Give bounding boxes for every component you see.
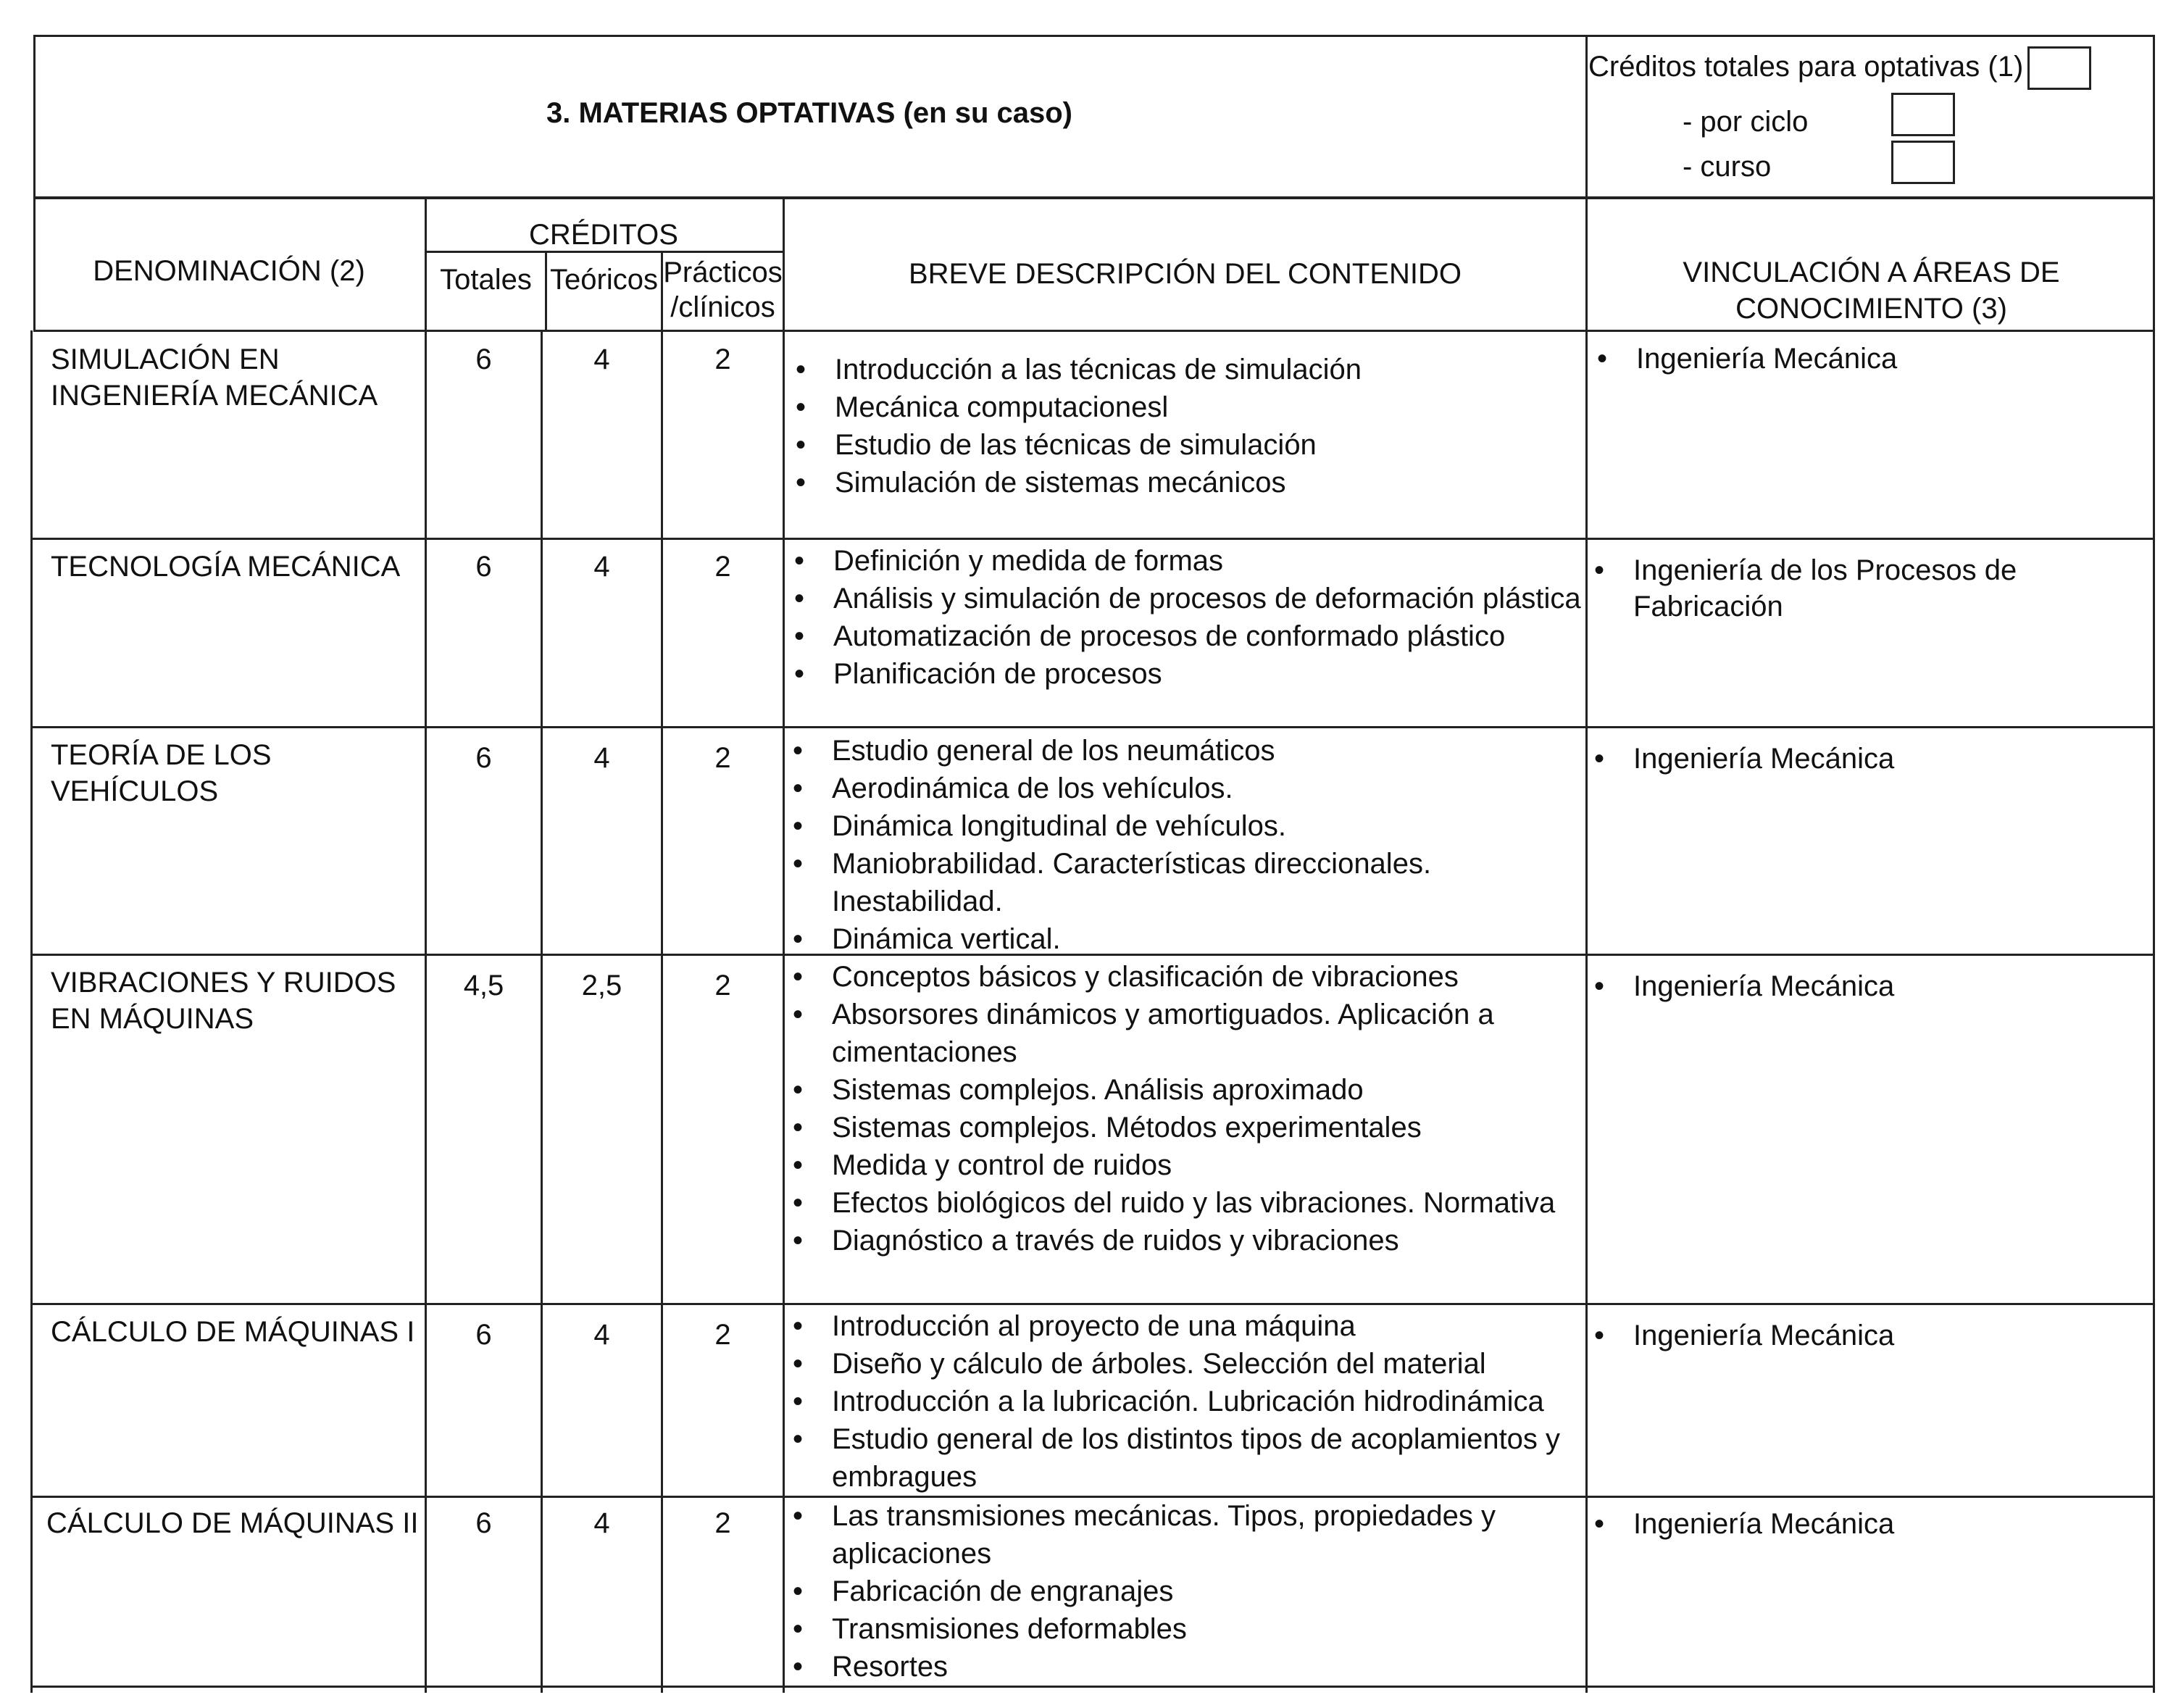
row-area bbox=[1591, 741, 1894, 777]
description-text: Absorsores dinámicos y amortiguados. Aplicación a cimentaciones bbox=[832, 999, 1494, 1068]
per-cycle-box[interactable] bbox=[1891, 93, 1955, 136]
description-item: • Simulación de sistemas mecánicos bbox=[793, 464, 1575, 501]
row-description-list bbox=[790, 1307, 1561, 1496]
row-practice: 2 bbox=[714, 1507, 731, 1539]
body-col-name-sep bbox=[425, 330, 427, 1693]
column-practice-header-1: Prácticos bbox=[663, 257, 783, 288]
description-text: Las transmisiones mecánicas. Tipos, propiedades y aplicaciones bbox=[832, 1500, 1496, 1570]
course-box[interactable] bbox=[1891, 141, 1955, 184]
row-theory: 4 bbox=[593, 1319, 610, 1351]
description-item: • Fabricación de engranajes bbox=[790, 1572, 1558, 1610]
row-description-list bbox=[791, 542, 1581, 693]
area-line: Fabricación bbox=[1633, 591, 1783, 622]
description-item: • Sistemas complejos. Análisis aproximado bbox=[790, 1071, 1558, 1109]
row-name-line: CÁLCULO DE MÁQUINAS II bbox=[46, 1507, 419, 1539]
description-item bbox=[790, 1497, 1527, 1572]
row-practice: 2 bbox=[714, 343, 731, 375]
body-col-credits-sep bbox=[783, 330, 785, 1693]
area-line: Ingeniería Mecánica bbox=[1633, 743, 1895, 775]
description-item: • Introducción a las técnicas de simulación bbox=[793, 351, 1575, 388]
credits-total-label: Créditos totales para optativas (1) bbox=[1588, 51, 2024, 83]
course-label: - curso bbox=[1683, 151, 1772, 183]
description-item: • Introducción al proyecto de una máquina bbox=[790, 1307, 1558, 1345]
description-item: • Medida y control de ruidos bbox=[790, 1146, 1558, 1184]
row-area bbox=[1591, 968, 1894, 1004]
row-theory: 4 bbox=[593, 343, 610, 375]
row-area bbox=[1591, 1506, 1894, 1542]
row-divider bbox=[30, 1686, 2155, 1688]
column-theory-header: Teóricos bbox=[550, 264, 658, 296]
description-item: • Diseño y cálculo de árboles. Selección del material bbox=[790, 1345, 1558, 1383]
area-line: • Ingeniería de los Procesos de bbox=[1633, 554, 2017, 586]
row-theory: 4 bbox=[593, 1507, 610, 1539]
row-totals: 6 bbox=[475, 1507, 492, 1539]
row-name-line: CÁLCULO DE MÁQUINAS I bbox=[51, 1316, 415, 1348]
row-practice: 2 bbox=[714, 970, 731, 1001]
column-areas-header-2: CONOCIMIENTO (3) bbox=[1735, 293, 2007, 325]
row-name-line: EN MÁQUINAS bbox=[51, 1003, 254, 1035]
description-item: • Aerodinámica de los vehículos. bbox=[790, 770, 1584, 807]
row-theory: 4 bbox=[593, 551, 610, 583]
row-name-line: INGENIERÍA MECÁNICA bbox=[51, 380, 378, 412]
row-totals: 4,5 bbox=[463, 970, 504, 1001]
area-line: Ingeniería Mecánica bbox=[1633, 970, 1895, 1002]
description-item: • Maniobrabilidad. Características direccionales. Inestabilidad. bbox=[790, 845, 1584, 920]
column-totals-header: Totales bbox=[440, 264, 532, 296]
description-item: • Dinámica vertical. bbox=[790, 920, 1584, 958]
description-item: • Conceptos básicos y clasificación de vibraciones bbox=[790, 958, 1558, 996]
description-item: • Mecánica computacionesl bbox=[793, 388, 1575, 426]
row-totals: 6 bbox=[475, 742, 492, 774]
description-item: • Automatización de procesos de conformado plástico bbox=[791, 617, 1581, 655]
row-area bbox=[1591, 552, 2017, 625]
row-description-list bbox=[790, 1497, 1558, 1686]
column-practice-header-2: /clínicos bbox=[670, 291, 775, 323]
row-description-list bbox=[790, 732, 1584, 958]
row-practice: 2 bbox=[714, 1319, 731, 1351]
description-item: • Resortes bbox=[790, 1648, 1558, 1686]
row-name-line: SIMULACIÓN EN bbox=[51, 343, 280, 375]
row-name-line: VEHÍCULOS bbox=[51, 775, 219, 807]
body-left-border bbox=[30, 330, 33, 1693]
section-title: 3. MATERIAS OPTATIVAS (en su caso) bbox=[546, 97, 1072, 129]
description-item: • Sistemas complejos. Métodos experimentales bbox=[790, 1109, 1558, 1146]
column-description-header: BREVE DESCRIPCIÓN DEL CONTENIDO bbox=[908, 258, 1462, 290]
row-theory: 4 bbox=[593, 742, 610, 774]
column-areas-header-1: VINCULACIÓN A ÁREAS DE bbox=[1683, 257, 2060, 288]
description-item: • Efectos biológicos del ruido y las vibraciones. Normativa bbox=[790, 1184, 1558, 1222]
description-item: • Diagnóstico a través de ruidos y vibraciones bbox=[790, 1222, 1558, 1259]
column-name-header: DENOMINACIÓN (2) bbox=[93, 255, 365, 287]
description-item: • Introducción a la lubricación. Lubricación hidrodinámica bbox=[790, 1383, 1558, 1420]
row-description-list bbox=[790, 958, 1558, 1259]
row-name-line: TEORÍA DE LOS bbox=[51, 739, 272, 771]
per-cycle-label: - por ciclo bbox=[1683, 106, 1809, 138]
row-name-line: VIBRACIONES Y RUIDOS bbox=[51, 967, 396, 999]
area-line: Ingeniería Mecánica bbox=[1633, 1320, 1895, 1351]
row-area bbox=[1594, 341, 1897, 377]
description-item: • Definición y medida de formas bbox=[791, 542, 1581, 580]
row-practice: 2 bbox=[714, 551, 731, 583]
row-divider bbox=[30, 726, 2155, 728]
row-divider bbox=[30, 1303, 2155, 1305]
row-practice: 2 bbox=[714, 742, 731, 774]
description-item: • Estudio general de los neumáticos bbox=[790, 732, 1584, 770]
credits-total-box[interactable] bbox=[2027, 46, 2091, 90]
area-line: Ingeniería Mecánica bbox=[1633, 1508, 1895, 1540]
body-right-border bbox=[2153, 330, 2155, 1693]
description-text: Estudio general de los distintos tipos de acoplamientos y embragues bbox=[832, 1423, 1561, 1493]
description-item: • Dinámica longitudinal de vehículos. bbox=[790, 807, 1584, 845]
description-item: • Análisis y simulación de procesos de deformación plástica bbox=[791, 580, 1581, 617]
description-item bbox=[790, 996, 1513, 1071]
row-name-line: TECNOLOGÍA MECÁNICA bbox=[51, 551, 401, 583]
row-area bbox=[1591, 1317, 1894, 1354]
row-theory: 2,5 bbox=[581, 970, 622, 1001]
row-totals: 6 bbox=[475, 1319, 492, 1351]
description-item bbox=[790, 1420, 1571, 1496]
header-divider bbox=[1585, 35, 1588, 199]
body-col-desc-sep bbox=[1585, 330, 1588, 1693]
body-col-theory-sep bbox=[661, 330, 663, 1693]
description-item: • Transmisiones deformables bbox=[790, 1610, 1558, 1648]
row-totals: 6 bbox=[475, 343, 492, 375]
row-totals: 6 bbox=[475, 551, 492, 583]
row-divider bbox=[30, 538, 2155, 540]
column-credits-header: CRÉDITOS bbox=[529, 219, 678, 251]
description-item: • Estudio de las técnicas de simulación bbox=[793, 426, 1575, 464]
area-line: Ingeniería Mecánica bbox=[1636, 343, 1898, 375]
body-col-totals-sep bbox=[541, 330, 543, 1693]
row-description-list bbox=[793, 351, 1575, 501]
description-item: • Planificación de procesos bbox=[791, 655, 1581, 693]
